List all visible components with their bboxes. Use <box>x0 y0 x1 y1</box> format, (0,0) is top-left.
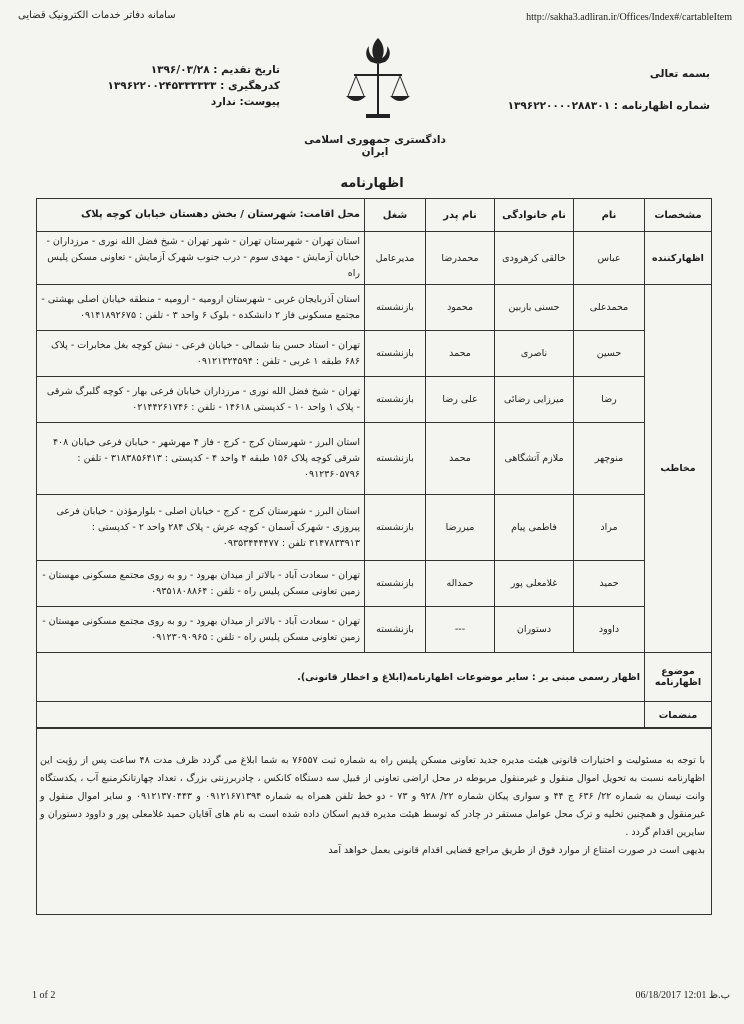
table-row-requester <box>37 232 712 285</box>
addressee-address: تهران - سعادت آباد - بالاتر از میدان بهرود - رو به روی مجتمع مسکونی مهستان - زمین تعاونی مسکن پلیس راه - تلفن : ۰۹۳۵۱۸۰۸۸۶۴ <box>37 561 365 607</box>
table-header-row <box>37 199 712 232</box>
requester-job: مدیرعامل <box>365 232 426 285</box>
document-title: اظهارنامه <box>340 176 404 191</box>
submission-date: تاریخ تقدیم : ۱۳۹۶/۰۳/۲۸ <box>150 64 280 76</box>
addressee-job: بازنشسته <box>365 495 426 561</box>
addressee-father: محمد <box>426 423 495 495</box>
table-row-attachments <box>37 702 712 729</box>
subject-label: موضوع اظهارنامه <box>645 653 712 702</box>
addressee-address: استان البرز - شهرستان کرج - کرج - خیابان اصلی - بلوارمؤذن - خیابان فرعی پیروزی - شهرک آسمان - کوچه عرش - پلاک ۲۸۴ واحد ۲ - کدپستی : ۳۱۴۷۸۳۳۹۱۳ تلفن : ۰۹۳۵۳۴۴۴۴۷۷ <box>37 495 365 561</box>
addressee-label: مخاطب <box>645 285 712 653</box>
table-row-subject <box>37 653 712 702</box>
addressee-name: مراد <box>574 495 645 561</box>
requester-label: اظهارکننده <box>645 232 712 285</box>
submission-info <box>80 62 280 110</box>
addressee-name: داوود <box>574 607 645 653</box>
table-row <box>37 285 712 331</box>
addressee-job: بازنشسته <box>365 285 426 331</box>
addressee-address: تهران - استاد حسن بنا شمالی - خیابان فرعی - نبش کوچه بغل مخابرات - پلاک ۶۸۶ طبقه ۱ غربی - تلفن : ۰۹۱۲۱۳۲۴۵۹۴ <box>37 331 365 377</box>
attachments-value <box>37 702 645 729</box>
addressee-family: ملازم آتشگاهی <box>495 423 574 495</box>
table-row <box>37 495 712 561</box>
table-row <box>37 423 712 495</box>
page-number: 1 of 2 <box>32 990 56 1001</box>
basm-heading: بسمه تعالی <box>649 68 710 80</box>
ezhar-body <box>40 752 705 860</box>
addressee-family: غلامعلی پور <box>495 561 574 607</box>
addressee-father: میررضا <box>426 495 495 561</box>
body-paragraph: با توجه به مسئولیت و اختیارات قانونی هیئت مدیره جدید تعاونی مسکن پلیس راه به شماره ثبت ۷۶۵۵۷ به شما ابلاغ می گردد ظرف مدت ۴۸ ساعت پس از رؤیت این اظهارنامه نسبت به تحویل اموال منقول و غیرمنقول مربوطه در محل اراضی تعاونی از قبیل سه دستگاه کانکس ، چادربرزنتی بزرگ ، تعداد چهارتانکرمنبع آب ، یکدستگاه وانت نیسان به شماره ۲۲/ ۶۳۶ ج ۴۴ و سواری پیکان شماره ۲۲/ ۹۲۸ و ۷۳ - دو خط تلفن همراه به شماره ۰۹۱۲۱۶۷۱۳۹۴ و ۰۹۱۲۱۳۷۰۴۴۳ و سایر اموال منقول و غیرمنقول و همچنین تخلیه و ترک محل عوامل مستقر در چادر که توسط هیئت مدیره قدیم اسکان داده شده است به نام های آقایان حمید غلامعلی پور و داوود دستوران و سایرین اقدام گردد . <box>40 755 705 838</box>
addressee-address: استان البرز - شهرستان کرج - کرج - فاز ۴ مهرشهر - خیابان فرعی خیابان ۴۰۸ شرقی کوچه پلاک ۱۵۶ طبقه ۴ واحد ۴ - کدپستی : ۳۱۸۳۸۵۶۴۱۳ - تلفن : ۰۹۱۲۳۶۰۵۷۹۶ <box>37 423 365 495</box>
col-header-father: نام پدر <box>426 199 495 232</box>
col-header-address: محل اقامت: شهرستان / بخش دهستان خیابان کوچه پلاک <box>37 199 365 232</box>
requester-address: استان تهران - شهرستان تهران - شهر تهران - شیخ فضل الله نوری - مرزداران - خیابان آزمایش - مهدی سوم - درب جنوب شهرک آزمایش - تعاونی مسکن پلیس راه <box>37 232 365 285</box>
page-url: http://sakha3.adliran.ir/Offices/Index#/cartableItem <box>526 12 732 23</box>
site-name: سامانه دفاتر خدمات الکترونیک قضایی <box>18 10 176 21</box>
addressee-name: رضا <box>574 377 645 423</box>
col-header-specs: مشخصات <box>645 199 712 232</box>
table-row <box>37 331 712 377</box>
addressee-father: حمداله <box>426 561 495 607</box>
table-row <box>37 607 712 653</box>
addressee-father: --- <box>426 607 495 653</box>
addressee-name: حسین <box>574 331 645 377</box>
requester-name: عباس <box>574 232 645 285</box>
print-datetime: 06/18/2017 12:01 ب.ظ <box>635 990 730 1001</box>
addressee-address: تهران - سعادت آباد - بالاتر از میدان بهرود - رو به روی مجتمع مسکونی مهستان - زمین تعاونی مسکن پلیس راه - تلفن : ۰۹۱۲۳۰۹۰۹۶۵ <box>37 607 365 653</box>
attachment-status: پیوست: ندارد <box>210 96 280 108</box>
col-header-name: نام <box>574 199 645 232</box>
addressee-name: محمدعلی <box>574 285 645 331</box>
requester-father: محمدرضا <box>426 232 495 285</box>
addressee-family: فاطمی پیام <box>495 495 574 561</box>
attachments-label: منضمات <box>645 702 712 729</box>
requester-family: خالقی کرهرودی <box>495 232 574 285</box>
body-paragraph-closing: بدیهی است در صورت امتناع از موارد فوق از طریق مراجع قضایی اقدام قانونی بعمل خواهد آمد <box>328 845 705 856</box>
addressee-address: استان آذربایجان غربی - شهرستان ارومیه - ارومیه - منطقه خیابان اصلی بهشتی - مجتمع مسکونی فاز ۲ دانشکده - بلوک ۶ واحد ۳ - تلفن : ۰۹۱۴۱۸۹۲۶۷۵ <box>37 285 365 331</box>
court-name: دادگستری جمهوری اسلامی ایران <box>304 134 446 158</box>
table-row <box>37 561 712 607</box>
addressee-job: بازنشسته <box>365 607 426 653</box>
addressee-family: حسنی باربین <box>495 285 574 331</box>
addressee-name: حمید <box>574 561 645 607</box>
tracking-code: کدرهگیری : ۱۳۹۶۲۲۰۰۲۴۵۳۳۳۳۳۳ <box>107 80 280 92</box>
addressee-job: بازنشسته <box>365 331 426 377</box>
col-header-family: نام خانوادگی <box>495 199 574 232</box>
addressee-job: بازنشسته <box>365 377 426 423</box>
ezhar-number: شماره اظهارنامه : ۱۳۹۶۲۲۰۰۰۰۲۸۸۳۰۱ <box>507 100 710 112</box>
subject-value: اظهار رسمی مبنی بر : سایر موضوعات اظهارنامه(ابلاغ و اخطار قانونی). <box>37 653 645 702</box>
addressee-father: محمد <box>426 331 495 377</box>
addressee-family: ناصری <box>495 331 574 377</box>
addressee-family: میرزایی رضائی <box>495 377 574 423</box>
addressee-father: علی رضا <box>426 377 495 423</box>
addressee-job: بازنشسته <box>365 423 426 495</box>
col-header-job: شغل <box>365 199 426 232</box>
addressee-job: بازنشسته <box>365 561 426 607</box>
ezhar-table <box>36 198 712 729</box>
addressee-address: تهران - شیخ فضل الله نوری - مرزداران خیابان فرعی بهار - کوچه گلبرگ شرقی - پلاک ۱ واحد ۱۰ - کدپستی ۱۴۶۱۸ - تلفن : ۰۲۱۴۴۲۶۱۷۴۶ <box>37 377 365 423</box>
addressee-father: محمود <box>426 285 495 331</box>
addressee-family: دستوران <box>495 607 574 653</box>
iran-emblem-icon <box>338 34 418 124</box>
table-row <box>37 377 712 423</box>
addressee-name: منوچهر <box>574 423 645 495</box>
